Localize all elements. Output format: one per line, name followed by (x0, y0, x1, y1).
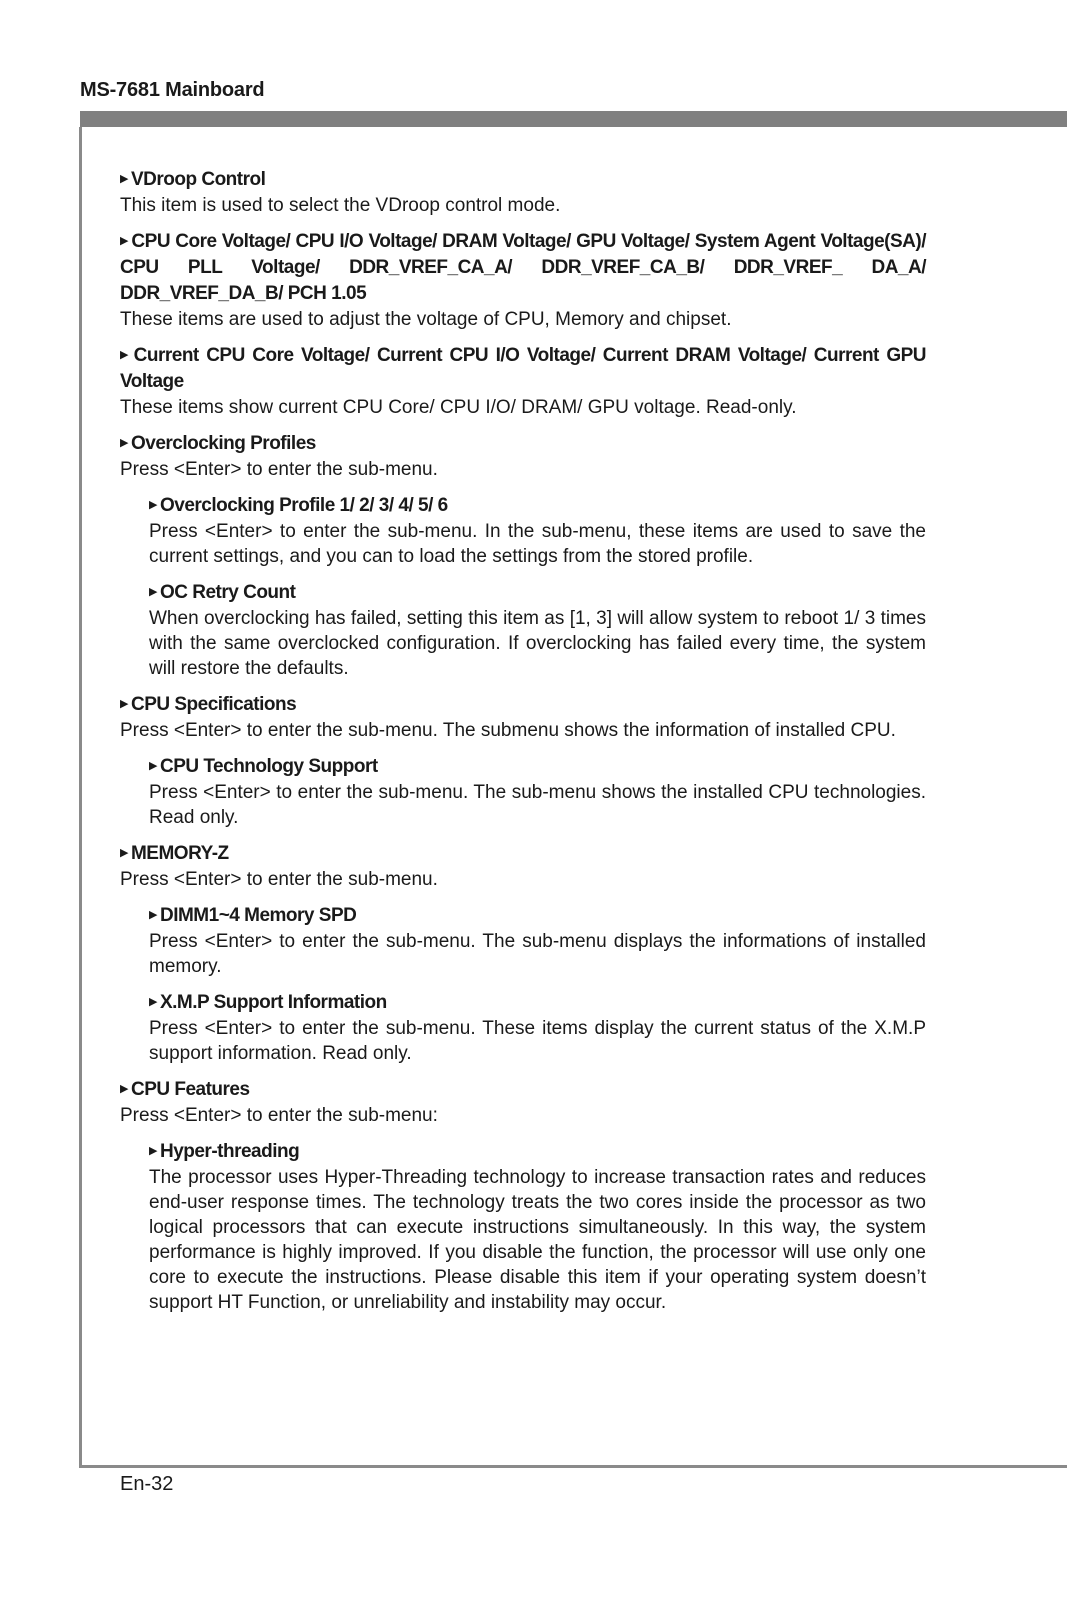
bullet-triangle-icon: ▶ (149, 499, 157, 511)
bullet-triangle-icon: ▶ (120, 235, 129, 247)
item-heading: Hyper-threading (159, 1141, 300, 1162)
item-description: Press <Enter> to enter the sub-menu. In the sub-menu, these items are used to save the current settings, and you can to load the settings from the stored profile. (149, 521, 926, 567)
item-heading: DIMM1~4 Memory SPD (159, 905, 357, 926)
item-heading: CPU Specifications (130, 694, 297, 715)
item-heading: Overclocking Profiles (130, 433, 316, 454)
bullet-triangle-icon: ▶ (120, 349, 131, 361)
item-description: Press <Enter> to enter the sub-menu. (120, 869, 438, 890)
left-border-rule (79, 127, 82, 1467)
bullet-triangle-icon: ▶ (149, 996, 157, 1008)
item-description: These items are used to adjust the voltage of CPU, Memory and chipset. (120, 309, 732, 330)
item-description: The processor uses Hyper-Threading technology to increase transaction rates and reduces end-user response times. The technology treats the two cores inside the processor as two logical processors that can execute instructions simultaneously. In this way, the system performance is highly improved. If you disable the function, the processor will use only one core to execute the instructions. Please disable this item if your operating system doesn’t support HT Function, or unreliability and instability may occur. (149, 1167, 926, 1313)
bullet-triangle-icon: ▶ (120, 698, 128, 710)
bullet-triangle-icon: ▶ (120, 1083, 128, 1095)
item-description: Press <Enter> to enter the sub-menu. The submenu shows the information of installed CPU. (120, 720, 896, 741)
item-description: These items show current CPU Core/ CPU I/O/ DRAM/ GPU voltage. Read-only. (120, 397, 797, 418)
bullet-triangle-icon: ▶ (120, 437, 128, 449)
item-description: Press <Enter> to enter the sub-menu: (120, 1105, 438, 1126)
item-heading: CPU Features (130, 1079, 250, 1100)
item-description: Press <Enter> to enter the sub-menu. The sub-menu shows the installed CPU technologies. Read only. (149, 782, 926, 828)
item-heading: CPU Core Voltage/ CPU I/O Voltage/ DRAM Voltage/ GPU Voltage/ System Agent Voltage(SA)/ CPU PLL Voltage/ DDR_VREF_CA_A/ DDR_VREF_CA_B/ DDR_VREF_ DA_A/ DDR_VREF_DA_B/ PCH 1.05 (120, 231, 926, 304)
bullet-triangle-icon: ▶ (120, 847, 128, 859)
item-description: Press <Enter> to enter the sub-menu. These items display the current status of the X.M.P support information. Read only. (149, 1018, 926, 1064)
item-heading: OC Retry Count (159, 582, 296, 603)
item-cpu-features (120, 1076, 926, 1128)
item-description: This item is used to select the VDroop control mode. (120, 195, 561, 216)
item-xmp-support-information (149, 989, 926, 1066)
content-area (120, 166, 926, 1325)
item-heading: MEMORY-Z (130, 843, 229, 864)
item-description: Press <Enter> to enter the sub-menu. (120, 459, 438, 480)
page-header-title: MS-7681 Mainboard (80, 79, 265, 101)
item-cpu-specifications (120, 691, 926, 743)
item-heading: X.M.P Support Information (159, 992, 387, 1013)
item-overclocking-profile-1-6 (149, 492, 926, 569)
bullet-triangle-icon: ▶ (149, 760, 157, 772)
item-overclocking-profiles (120, 430, 926, 482)
item-heading: Overclocking Profile 1/ 2/ 3/ 4/ 5/ 6 (159, 495, 448, 516)
item-description: Press <Enter> to enter the sub-menu. The sub-menu displays the informations of installed memory. (149, 931, 926, 977)
item-heading: VDroop Control (130, 169, 266, 190)
item-current-voltages (120, 342, 926, 420)
item-heading: CPU Technology Support (159, 756, 378, 777)
item-hyper-threading (149, 1138, 926, 1315)
bullet-triangle-icon: ▶ (149, 1145, 157, 1157)
page-number: En-32 (120, 1473, 174, 1495)
item-voltage-settings (120, 228, 926, 332)
item-oc-retry-count (149, 579, 926, 681)
bullet-triangle-icon: ▶ (149, 586, 157, 598)
item-vdroop-control (120, 166, 926, 218)
bullet-triangle-icon: ▶ (149, 909, 157, 921)
header-bar (80, 111, 1067, 127)
bottom-border-rule (79, 1465, 1067, 1468)
item-memory-z (120, 840, 926, 892)
item-cpu-technology-support (149, 753, 926, 830)
item-heading: Current CPU Core Voltage/ Current CPU I/O Voltage/ Current DRAM Voltage/ Current GPU Voltage (120, 345, 926, 392)
item-dimm-memory-spd (149, 902, 926, 979)
item-description: When overclocking has failed, setting this item as [1, 3] will allow system to reboot 1/ 3 times with the same overclocked configuration. If overclocking has failed every time, the system will restore the defaults. (149, 608, 926, 679)
bullet-triangle-icon: ▶ (120, 173, 128, 185)
